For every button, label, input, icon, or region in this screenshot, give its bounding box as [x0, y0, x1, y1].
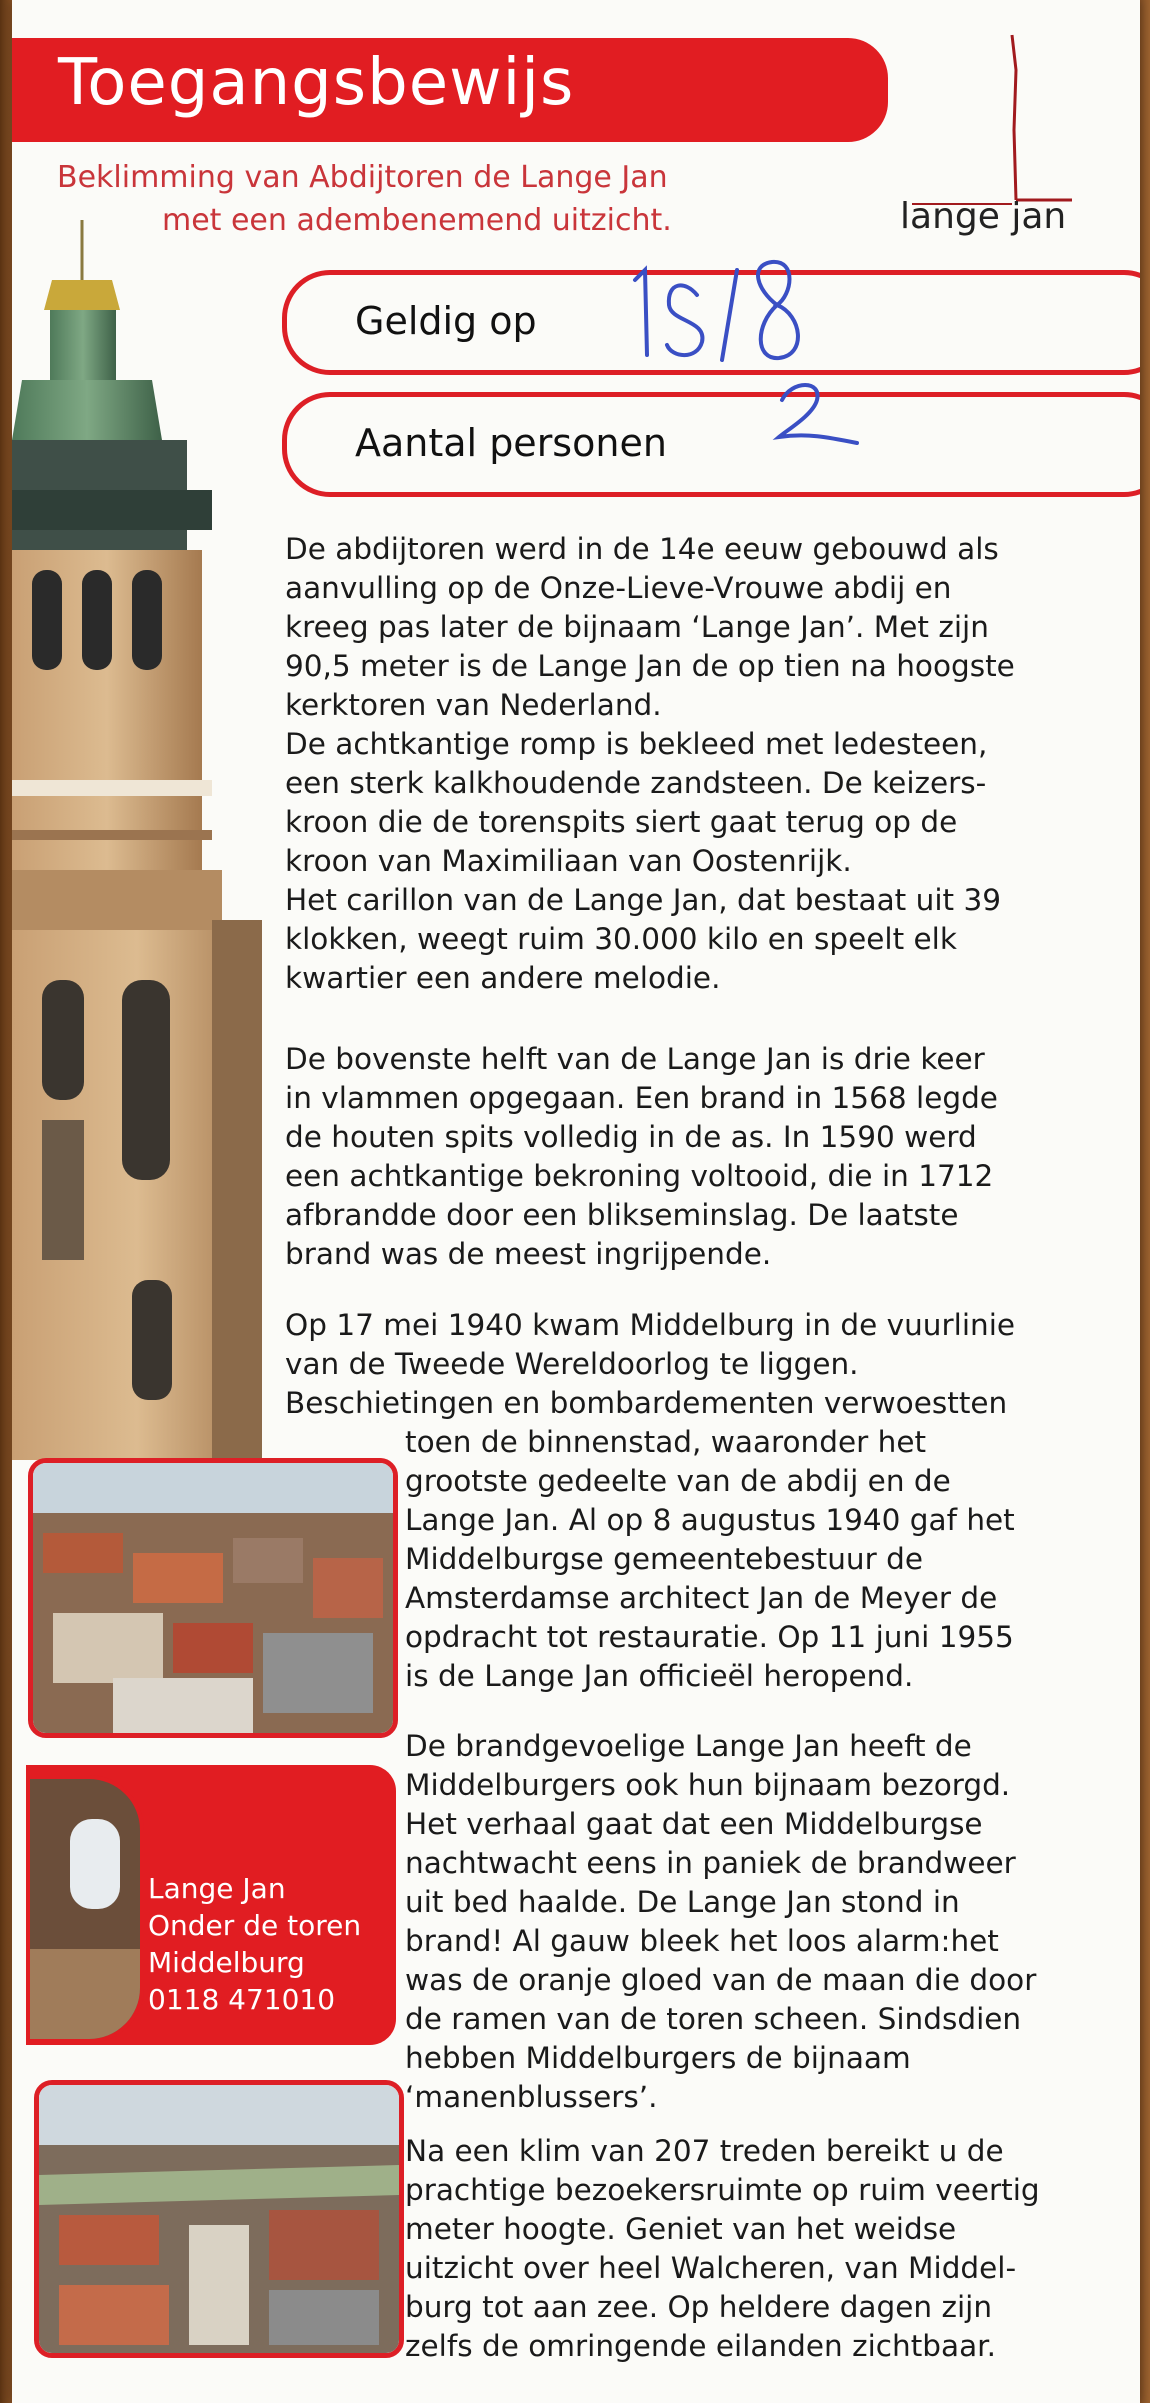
text-line: De brandgevoelige Lange Jan heeft de [405, 1729, 972, 1763]
logo-text: lange jan [900, 196, 1067, 237]
text-line: een sterk kalkhoudende zandsteen. De keizers- [285, 766, 987, 800]
aerial-view-photo [34, 2080, 404, 2358]
text-line: nachtwacht eens in paniek de brandweer [405, 1846, 1016, 1880]
ticket [12, 0, 1140, 2403]
text-line: klokken, weegt ruim 30.000 kilo en speelt elk [285, 922, 957, 956]
text-line: kwartier een andere melodie. [285, 961, 721, 995]
text-line: Amsterdamse architect Jan de Meyer de [405, 1581, 998, 1615]
paragraph-nickname [405, 1727, 1036, 2117]
paragraph-fires [285, 1040, 998, 1274]
text-line: grootste gedeelte van de abdij en de [405, 1464, 951, 1498]
ticket-title: Toegangsbewijs [58, 46, 575, 120]
text-line: Middelburgers ook hun bijnaam bezorgd. [405, 1768, 1011, 1802]
text-line: Na een klim van 207 treden bereikt u de [405, 2134, 1004, 2168]
tower-photo [12, 220, 262, 1460]
text-line: De achtkantige romp is bekleed met ledesteen, [285, 727, 988, 761]
text-line: Middelburgse gemeentebestuur de [405, 1542, 924, 1576]
subtitle-line-2: met een adembenemend uitzicht. [162, 203, 672, 238]
text-line: aanvulling op de Onze-Lieve-Vrouwe abdij en [285, 571, 952, 605]
text-line: toen de binnenstad, waaronder het [405, 1425, 927, 1459]
text-line: uit bed haalde. De Lange Jan stond in [405, 1885, 960, 1919]
text-line: opdracht tot restauratie. Op 11 juni 1955 [405, 1620, 1014, 1654]
text-line: kreeg pas later de bijnaam ‘Lange Jan’. Met zijn [285, 610, 989, 644]
paragraph-visit [405, 2132, 1040, 2366]
text-line: uitzicht over heel Walcheren, van Middel- [405, 2251, 1017, 2285]
text-line: burg tot aan zee. Op heldere dagen zijn [405, 2290, 993, 2324]
text-line: Het verhaal gaat dat een Middelburgse [405, 1807, 983, 1841]
text-line: Beschietingen en bombardementen verwoestten [285, 1386, 1008, 1420]
text-line: ‘manenblussers’. [405, 2080, 658, 2114]
text-line: De abdijtoren werd in de 14e eeuw gebouwd als [285, 532, 999, 566]
text-line: meter hoogte. Geniet van het weidse [405, 2212, 957, 2246]
header-banner [12, 38, 888, 142]
text-line: de houten spits volledig in de as. In 1590 werd [285, 1120, 977, 1154]
interior-photo [26, 1775, 144, 2043]
paragraph-history [285, 530, 1015, 998]
contact-city: Middelburg [148, 1946, 305, 1979]
text-line: De bovenste helft van de Lange Jan is drie keer [285, 1042, 985, 1076]
paragraph-war-intro [285, 1306, 1015, 1423]
text-line: kroon die de torenspits siert gaat terug op de [285, 805, 958, 839]
text-line: 90,5 meter is de Lange Jan de op tien na hoogste [285, 649, 1015, 683]
text-line: Op 17 mei 1940 kwam Middelburg in de vuurlinie [285, 1308, 1016, 1342]
text-line: afbrandde door een blikseminslag. De laatste [285, 1198, 959, 1232]
contact-location: Onder de toren [148, 1909, 362, 1942]
text-line: kerktoren van Nederland. [285, 688, 662, 722]
text-line: is de Lange Jan officieël heropend. [405, 1659, 914, 1693]
text-line: de ramen van de toren scheen. Sindsdien [405, 2002, 1022, 2036]
contact-info [148, 1870, 361, 2018]
text-line: kroon van Maximiliaan van Oostenrijk. [285, 844, 852, 878]
city-rooftops-photo [28, 1458, 398, 1738]
subtitle-line-1: Beklimming van Abdijtoren de Lange Jan [57, 160, 668, 195]
persons-field[interactable] [282, 392, 1140, 497]
text-line: prachtige bezoekersruimte op ruim veertig [405, 2173, 1040, 2207]
valid-on-label: Geldig op [355, 299, 537, 343]
text-line: hebben Middelburgers de bijnaam [405, 2041, 911, 2075]
valid-on-field[interactable] [282, 270, 1140, 375]
text-line: Het carillon van de Lange Jan, dat bestaat uit 39 [285, 883, 1001, 917]
text-line: brand was de meest ingrijpende. [285, 1237, 772, 1271]
text-line: Lange Jan. Al op 8 augustus 1940 gaf het [405, 1503, 1015, 1537]
persons-label: Aantal personen [355, 421, 667, 465]
paragraph-war-restoration [405, 1423, 1015, 1696]
text-line: een achtkantige bekroning voltooid, die in 1712 [285, 1159, 994, 1193]
text-line: van de Tweede Wereldoorlog te liggen. [285, 1347, 859, 1381]
text-line: zelfs de omringende eilanden zichtbaar. [405, 2329, 996, 2363]
contact-phone[interactable]: 0118 471010 [148, 1983, 336, 2016]
contact-name: Lange Jan [148, 1872, 286, 1905]
text-line: was de oranje gloed van de maan die door [405, 1963, 1037, 1997]
text-line: in vlammen opgegaan. Een brand in 1568 legde [285, 1081, 998, 1115]
text-line: brand! Al gauw bleek het loos alarm:het [405, 1924, 999, 1958]
